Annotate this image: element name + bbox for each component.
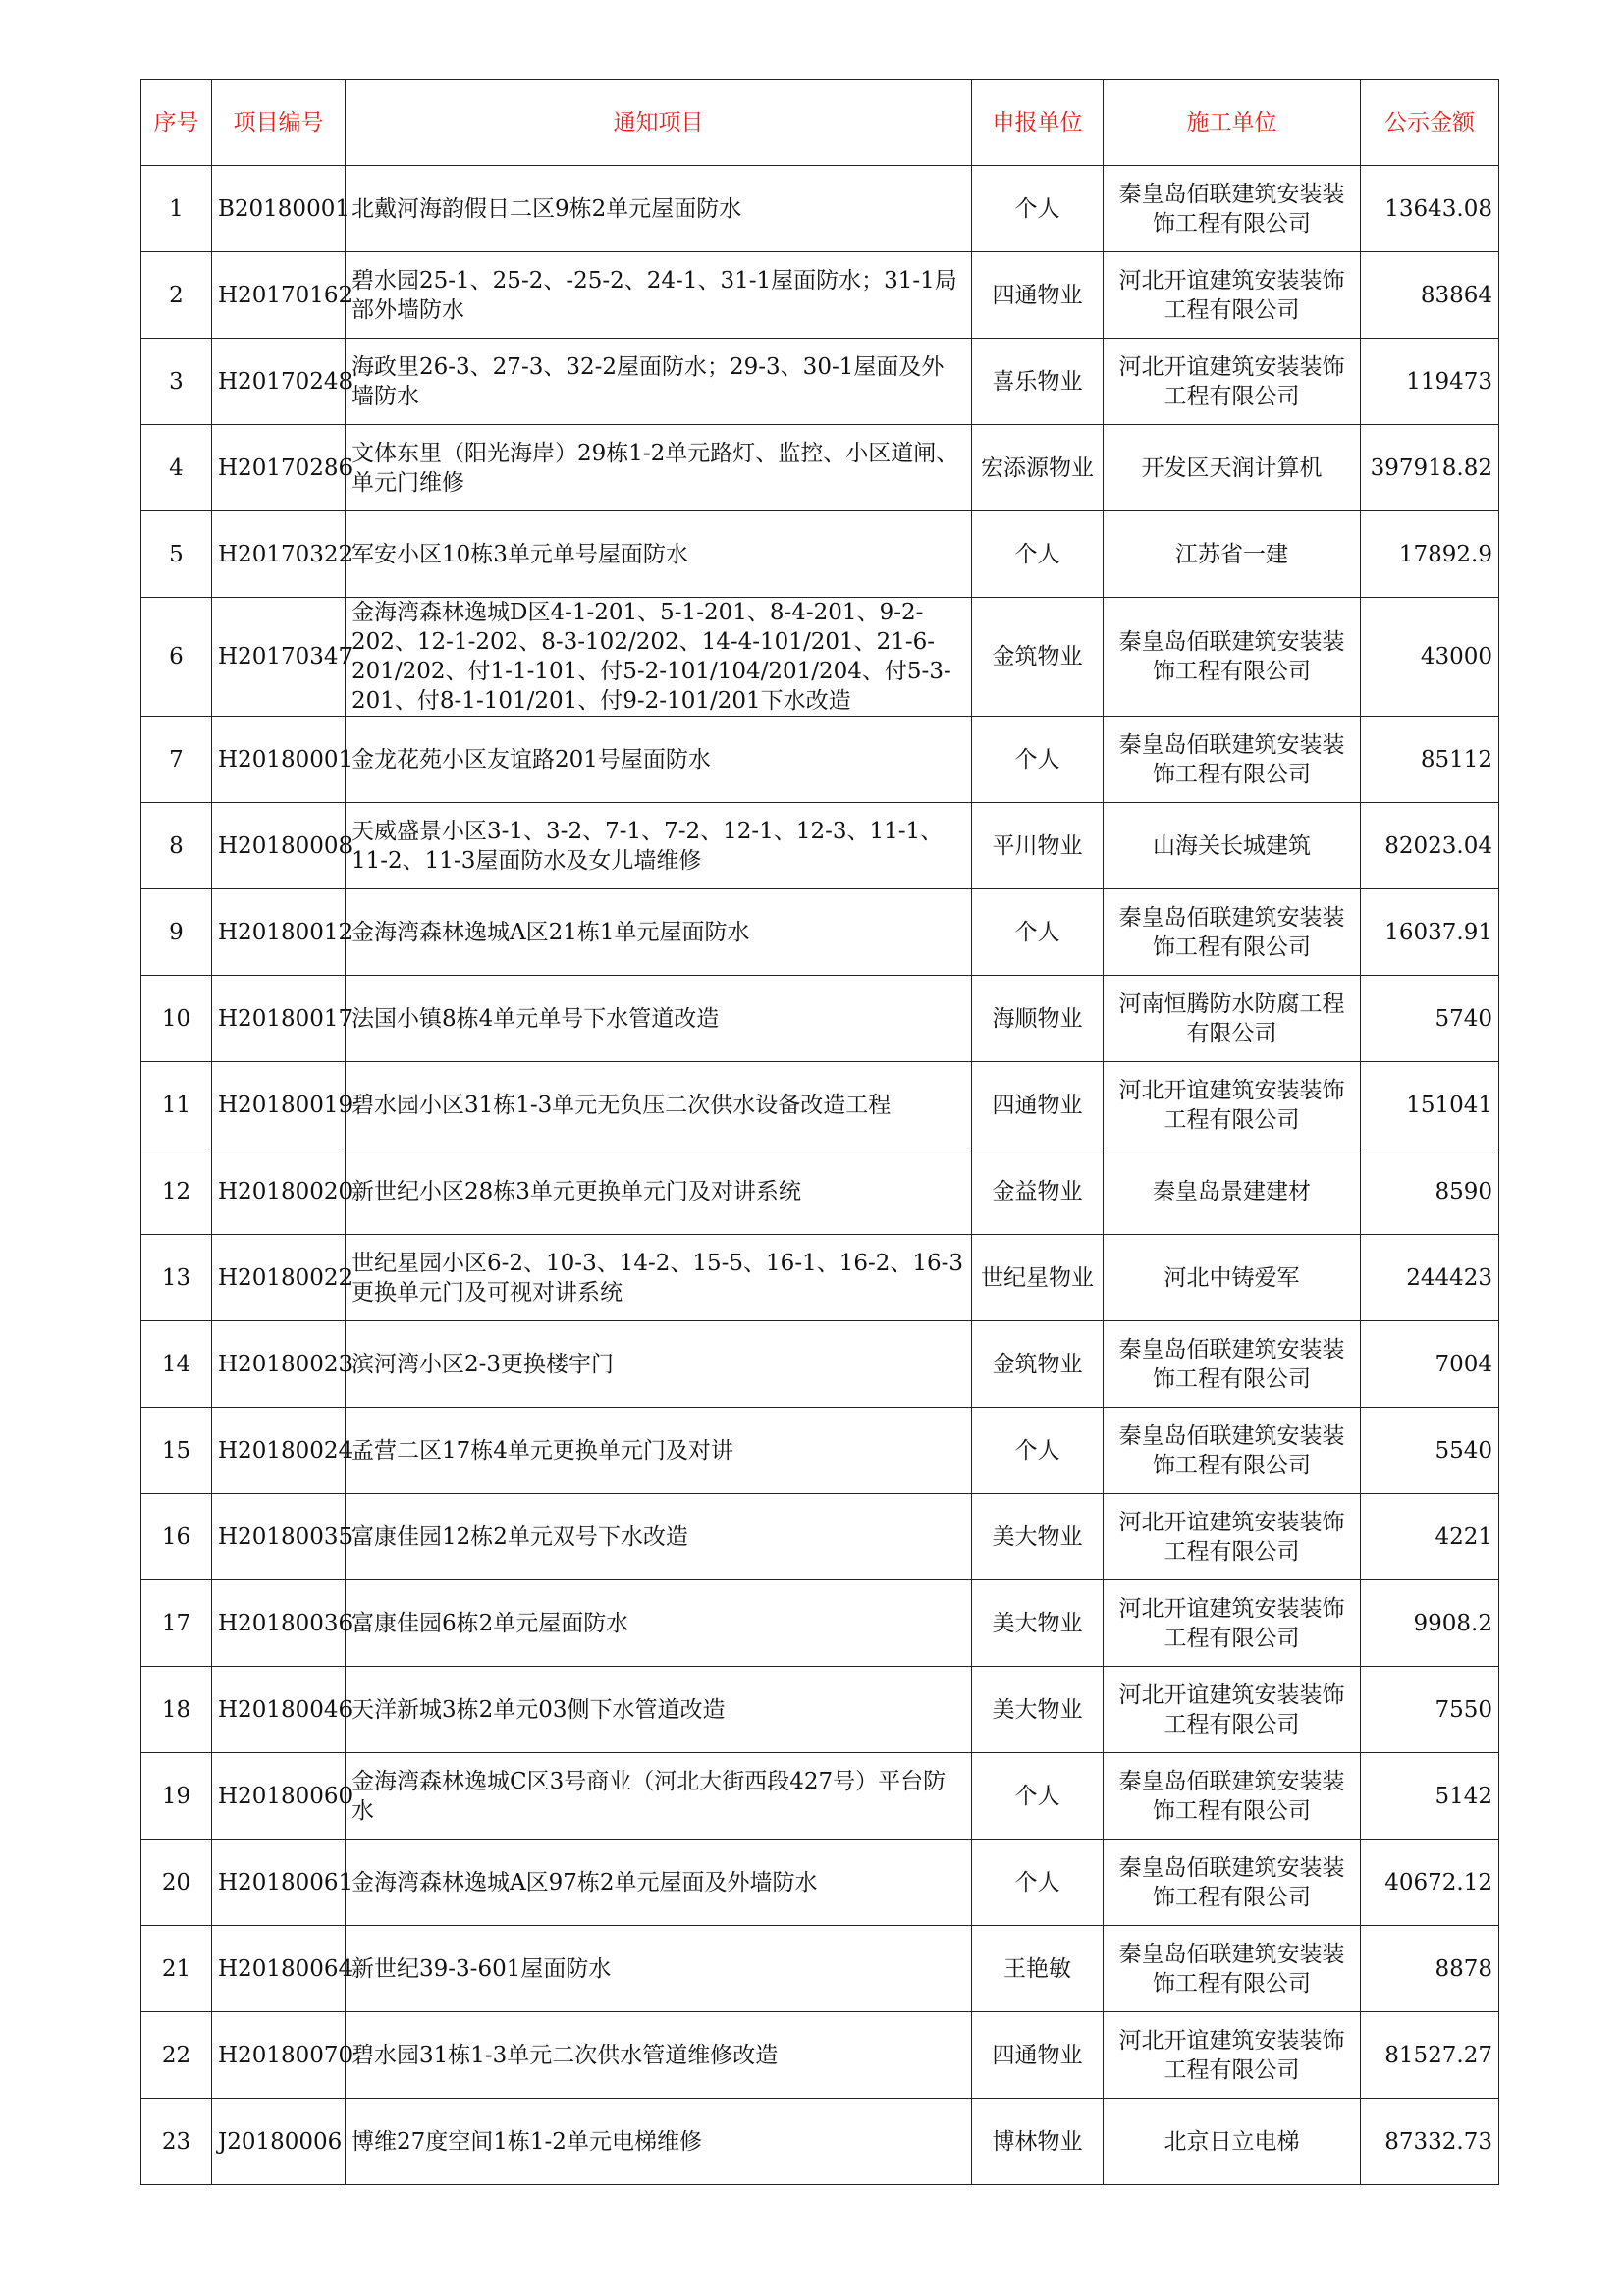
table-row bbox=[141, 1408, 1499, 1494]
cell-no: 13 bbox=[141, 1235, 212, 1321]
cell-builder: 河北开谊建筑安装装饰工程有限公司 bbox=[1104, 1494, 1361, 1580]
cell-amount: 16037.91 bbox=[1361, 889, 1499, 976]
cell-builder: 河北开谊建筑安装装饰工程有限公司 bbox=[1104, 339, 1361, 425]
cell-builder: 秦皇岛佰联建筑安装装饰工程有限公司 bbox=[1104, 1926, 1361, 2012]
cell-applicant: 博林物业 bbox=[972, 2099, 1104, 2185]
header-item: 通知项目 bbox=[346, 80, 972, 166]
cell-no: 23 bbox=[141, 2099, 212, 2185]
table-row bbox=[141, 803, 1499, 889]
cell-builder: 秦皇岛佰联建筑安装装饰工程有限公司 bbox=[1104, 166, 1361, 252]
cell-amount: 8878 bbox=[1361, 1926, 1499, 2012]
cell-applicant: 美大物业 bbox=[972, 1494, 1104, 1580]
cell-no: 19 bbox=[141, 1753, 212, 1840]
header-applicant: 申报单位 bbox=[972, 80, 1104, 166]
cell-applicant: 个人 bbox=[972, 166, 1104, 252]
cell-builder: 秦皇岛佰联建筑安装装饰工程有限公司 bbox=[1104, 598, 1361, 717]
table-row bbox=[141, 717, 1499, 803]
cell-no: 9 bbox=[141, 889, 212, 976]
header-builder: 施工单位 bbox=[1104, 80, 1361, 166]
table-row bbox=[141, 1926, 1499, 2012]
table-row bbox=[141, 1580, 1499, 1667]
cell-amount: 7004 bbox=[1361, 1321, 1499, 1408]
cell-amount: 17892.9 bbox=[1361, 511, 1499, 598]
cell-applicant: 个人 bbox=[972, 1408, 1104, 1494]
cell-no: 17 bbox=[141, 1580, 212, 1667]
cell-amount: 9908.2 bbox=[1361, 1580, 1499, 1667]
cell-item: 天洋新城3栋2单元03侧下水管道改造 bbox=[346, 1667, 972, 1753]
table-row bbox=[141, 425, 1499, 511]
cell-amount: 5540 bbox=[1361, 1408, 1499, 1494]
table-row bbox=[141, 2099, 1499, 2185]
cell-amount: 83864 bbox=[1361, 252, 1499, 339]
cell-builder: 江苏省一建 bbox=[1104, 511, 1361, 598]
cell-no: 2 bbox=[141, 252, 212, 339]
cell-item: 富康佳园6栋2单元屋面防水 bbox=[346, 1580, 972, 1667]
cell-code: H20180035 bbox=[212, 1494, 346, 1580]
cell-code: H20170248 bbox=[212, 339, 346, 425]
cell-amount: 8590 bbox=[1361, 1148, 1499, 1235]
cell-applicant: 喜乐物业 bbox=[972, 339, 1104, 425]
cell-no: 16 bbox=[141, 1494, 212, 1580]
table-row bbox=[141, 976, 1499, 1062]
cell-item: 金海湾森林逸城D区4-1-201、5-1-201、8-4-201、9-2-202、12-1-202、8-3-102/202、14-4-101/201、21-6-201/202、付1-1-101、付5-2-101/104/201/204、付5-3-201、付8-1-101/201、付9-2-101/201下水改造 bbox=[346, 598, 972, 717]
table-row bbox=[141, 511, 1499, 598]
cell-code: H20180024 bbox=[212, 1408, 346, 1494]
cell-amount: 81527.27 bbox=[1361, 2012, 1499, 2099]
cell-amount: 4221 bbox=[1361, 1494, 1499, 1580]
cell-code: H20180060 bbox=[212, 1753, 346, 1840]
cell-item: 海政里26-3、27-3、32-2屋面防水；29-3、30-1屋面及外墙防水 bbox=[346, 339, 972, 425]
cell-no: 5 bbox=[141, 511, 212, 598]
cell-no: 3 bbox=[141, 339, 212, 425]
cell-builder: 河北开谊建筑安装装饰工程有限公司 bbox=[1104, 1667, 1361, 1753]
cell-code: H20170347 bbox=[212, 598, 346, 717]
cell-no: 12 bbox=[141, 1148, 212, 1235]
cell-amount: 85112 bbox=[1361, 717, 1499, 803]
cell-code: H20180022 bbox=[212, 1235, 346, 1321]
cell-item: 法国小镇8栋4单元单号下水管道改造 bbox=[346, 976, 972, 1062]
cell-no: 4 bbox=[141, 425, 212, 511]
cell-applicant: 世纪星物业 bbox=[972, 1235, 1104, 1321]
cell-item: 富康佳园12栋2单元双号下水改造 bbox=[346, 1494, 972, 1580]
table-row bbox=[141, 1062, 1499, 1148]
table-row bbox=[141, 1494, 1499, 1580]
table-row bbox=[141, 2012, 1499, 2099]
cell-code: H20180001 bbox=[212, 717, 346, 803]
cell-item: 北戴河海韵假日二区9栋2单元屋面防水 bbox=[346, 166, 972, 252]
cell-applicant: 金筑物业 bbox=[972, 1321, 1104, 1408]
cell-item: 文体东里（阳光海岸）29栋1-2单元路灯、监控、小区道闸、单元门维修 bbox=[346, 425, 972, 511]
cell-builder: 秦皇岛佰联建筑安装装饰工程有限公司 bbox=[1104, 1840, 1361, 1926]
cell-applicant: 平川物业 bbox=[972, 803, 1104, 889]
header-code: 项目编号 bbox=[212, 80, 346, 166]
table-row bbox=[141, 1840, 1499, 1926]
cell-item: 碧水园小区31栋1-3单元无负压二次供水设备改造工程 bbox=[346, 1062, 972, 1148]
cell-code: H20180020 bbox=[212, 1148, 346, 1235]
cell-applicant: 四通物业 bbox=[972, 2012, 1104, 2099]
cell-item: 天威盛景小区3-1、3-2、7-1、7-2、12-1、12-3、11-1、11-2、11-3屋面防水及女儿墙维修 bbox=[346, 803, 972, 889]
cell-item: 军安小区10栋3单元单号屋面防水 bbox=[346, 511, 972, 598]
cell-amount: 151041 bbox=[1361, 1062, 1499, 1148]
cell-amount: 397918.82 bbox=[1361, 425, 1499, 511]
cell-no: 20 bbox=[141, 1840, 212, 1926]
cell-item: 新世纪39-3-601屋面防水 bbox=[346, 1926, 972, 2012]
cell-builder: 山海关长城建筑 bbox=[1104, 803, 1361, 889]
cell-item: 世纪星园小区6-2、10-3、14-2、15-5、16-1、16-2、16-3更换单元门及可视对讲系统 bbox=[346, 1235, 972, 1321]
cell-applicant: 美大物业 bbox=[972, 1667, 1104, 1753]
table-row bbox=[141, 339, 1499, 425]
header-no: 序号 bbox=[141, 80, 212, 166]
table-row bbox=[141, 1148, 1499, 1235]
cell-builder: 河北开谊建筑安装装饰工程有限公司 bbox=[1104, 1580, 1361, 1667]
cell-code: H20180046 bbox=[212, 1667, 346, 1753]
public-notice-table bbox=[140, 79, 1499, 2185]
cell-amount: 43000 bbox=[1361, 598, 1499, 717]
table-row bbox=[141, 1321, 1499, 1408]
cell-applicant: 个人 bbox=[972, 511, 1104, 598]
cell-amount: 7550 bbox=[1361, 1667, 1499, 1753]
cell-builder: 秦皇岛佰联建筑安装装饰工程有限公司 bbox=[1104, 1321, 1361, 1408]
cell-builder: 河北开谊建筑安装装饰工程有限公司 bbox=[1104, 252, 1361, 339]
cell-builder: 北京日立电梯 bbox=[1104, 2099, 1361, 2185]
cell-item: 滨河湾小区2-3更换楼宇门 bbox=[346, 1321, 972, 1408]
cell-no: 18 bbox=[141, 1667, 212, 1753]
cell-amount: 5740 bbox=[1361, 976, 1499, 1062]
cell-item: 碧水园25-1、25-2、-25-2、24-1、31-1屋面防水；31-1局部外墙防水 bbox=[346, 252, 972, 339]
cell-code: H20180017 bbox=[212, 976, 346, 1062]
cell-code: H20180070 bbox=[212, 2012, 346, 2099]
cell-amount: 40672.12 bbox=[1361, 1840, 1499, 1926]
cell-applicant: 宏添源物业 bbox=[972, 425, 1104, 511]
cell-applicant: 美大物业 bbox=[972, 1580, 1104, 1667]
cell-no: 8 bbox=[141, 803, 212, 889]
cell-item: 新世纪小区28栋3单元更换单元门及对讲系统 bbox=[346, 1148, 972, 1235]
cell-applicant: 个人 bbox=[972, 1840, 1104, 1926]
cell-code: H20180008 bbox=[212, 803, 346, 889]
cell-no: 14 bbox=[141, 1321, 212, 1408]
table-row bbox=[141, 598, 1499, 717]
cell-item: 金海湾森林逸城A区97栋2单元屋面及外墙防水 bbox=[346, 1840, 972, 1926]
table-body bbox=[141, 166, 1499, 2185]
cell-no: 15 bbox=[141, 1408, 212, 1494]
cell-item: 博维27度空间1栋1-2单元电梯维修 bbox=[346, 2099, 972, 2185]
cell-applicant: 金益物业 bbox=[972, 1148, 1104, 1235]
cell-code: H20180019 bbox=[212, 1062, 346, 1148]
table-row bbox=[141, 1235, 1499, 1321]
cell-item: 金龙花苑小区友谊路201号屋面防水 bbox=[346, 717, 972, 803]
cell-applicant: 个人 bbox=[972, 889, 1104, 976]
cell-no: 1 bbox=[141, 166, 212, 252]
cell-applicant: 四通物业 bbox=[972, 1062, 1104, 1148]
cell-no: 21 bbox=[141, 1926, 212, 2012]
cell-builder: 河北中铸爱军 bbox=[1104, 1235, 1361, 1321]
cell-code: H20170162 bbox=[212, 252, 346, 339]
header-amount: 公示金额 bbox=[1361, 80, 1499, 166]
cell-code: H20180012 bbox=[212, 889, 346, 976]
cell-builder: 秦皇岛佰联建筑安装装饰工程有限公司 bbox=[1104, 1408, 1361, 1494]
cell-code: H20170286 bbox=[212, 425, 346, 511]
cell-amount: 119473 bbox=[1361, 339, 1499, 425]
cell-builder: 河北开谊建筑安装装饰工程有限公司 bbox=[1104, 2012, 1361, 2099]
cell-applicant: 金筑物业 bbox=[972, 598, 1104, 717]
cell-no: 7 bbox=[141, 717, 212, 803]
table-row bbox=[141, 252, 1499, 339]
cell-applicant: 个人 bbox=[972, 1753, 1104, 1840]
cell-builder: 秦皇岛景建建材 bbox=[1104, 1148, 1361, 1235]
table-row bbox=[141, 1667, 1499, 1753]
cell-builder: 河北开谊建筑安装装饰工程有限公司 bbox=[1104, 1062, 1361, 1148]
cell-amount: 82023.04 bbox=[1361, 803, 1499, 889]
cell-amount: 13643.08 bbox=[1361, 166, 1499, 252]
cell-no: 11 bbox=[141, 1062, 212, 1148]
cell-amount: 244423 bbox=[1361, 1235, 1499, 1321]
cell-amount: 5142 bbox=[1361, 1753, 1499, 1840]
table-row bbox=[141, 166, 1499, 252]
cell-item: 孟营二区17栋4单元更换单元门及对讲 bbox=[346, 1408, 972, 1494]
cell-builder: 秦皇岛佰联建筑安装装饰工程有限公司 bbox=[1104, 717, 1361, 803]
cell-applicant: 个人 bbox=[972, 717, 1104, 803]
cell-no: 10 bbox=[141, 976, 212, 1062]
cell-builder: 秦皇岛佰联建筑安装装饰工程有限公司 bbox=[1104, 889, 1361, 976]
cell-builder: 河南恒腾防水防腐工程有限公司 bbox=[1104, 976, 1361, 1062]
cell-code: H20180064 bbox=[212, 1926, 346, 2012]
cell-item: 金海湾森林逸城C区3号商业（河北大街西段427号）平台防水 bbox=[346, 1753, 972, 1840]
cell-amount: 87332.73 bbox=[1361, 2099, 1499, 2185]
cell-code: H20170322 bbox=[212, 511, 346, 598]
cell-item: 金海湾森林逸城A区21栋1单元屋面防水 bbox=[346, 889, 972, 976]
table-row bbox=[141, 1753, 1499, 1840]
cell-builder: 开发区天润计算机 bbox=[1104, 425, 1361, 511]
table-header-row bbox=[141, 80, 1499, 166]
cell-code: B20180001 bbox=[212, 166, 346, 252]
cell-applicant: 王艳敏 bbox=[972, 1926, 1104, 2012]
cell-code: H20180023 bbox=[212, 1321, 346, 1408]
cell-applicant: 海顺物业 bbox=[972, 976, 1104, 1062]
cell-code: H20180036 bbox=[212, 1580, 346, 1667]
cell-builder: 秦皇岛佰联建筑安装装饰工程有限公司 bbox=[1104, 1753, 1361, 1840]
table-row bbox=[141, 889, 1499, 976]
cell-code: J20180006 bbox=[212, 2099, 346, 2185]
cell-no: 22 bbox=[141, 2012, 212, 2099]
cell-applicant: 四通物业 bbox=[972, 252, 1104, 339]
cell-no: 6 bbox=[141, 598, 212, 717]
cell-item: 碧水园31栋1-3单元二次供水管道维修改造 bbox=[346, 2012, 972, 2099]
cell-code: H20180061 bbox=[212, 1840, 346, 1926]
